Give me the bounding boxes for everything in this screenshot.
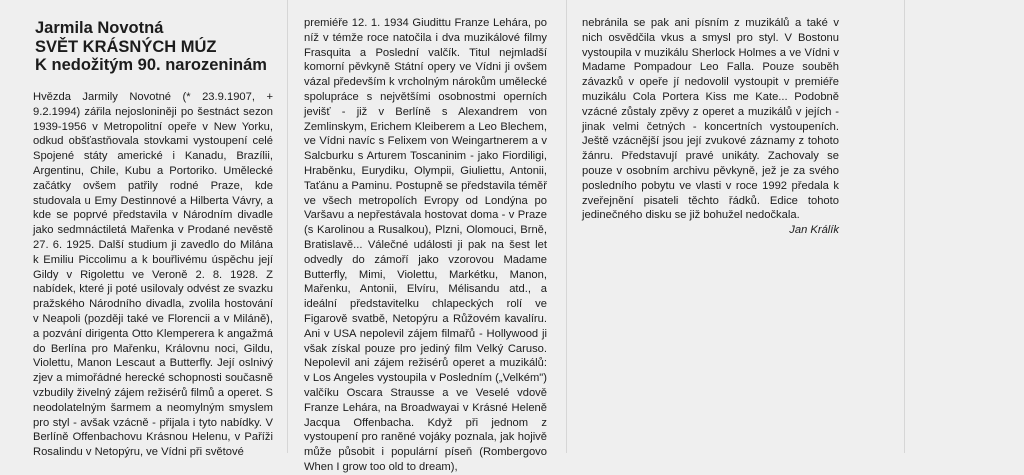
paragraph: nebránila se pak ani písním z muzikálů a také v nich osvědčila vkus a smysl pro styl. V Bostonu vystoupila v muzikálu Sherlock Holmes a ve Vídni v Madame Pompadour Leo Falla. Pouze souběh závazků v opeře jí nedovolil vystoupit v premiéře muzikálu Cola Portera Kiss me Kate... Podobně vzácné zůstaly zpěvy z operet a muzikálů v jejích - jinak velmi četných - koncertních vystoupeních. Ještě vzácnější jsou její zvukové záznamy z tohoto žánru. Představují pravé unikáty. Zachovaly se pouze v osobním archivu pěvkyně, jež je za svého posledního pobytu ve vlasti v roce 1992 předala k zveřejnění pisateli těchto řádků. Edice tohoto jedinečného disku se již bohužel nedočkala. bbox=[582, 17, 839, 222]
fold-line-2 bbox=[566, 0, 567, 453]
fold-line-3 bbox=[904, 0, 905, 453]
text-column-1 bbox=[33, 90, 273, 460]
text-column-3 bbox=[582, 16, 839, 238]
paragraph: premiéře 12. 1. 1934 Giudittu Franze Lehára, po níž v témže roce natočila i dva muzikálové filmy Frasquita a Poslední valčík. Titul nejmladší komorní pěvkyně Státní opery ve Vídni ji ovšem vázal především k vrcholným nárokům umělecké spolupráce s největšími osobnostmi operních jevišť - již v Berlíně s Alexandrem von Zemlinskym, Erichem Kleiberem a Leo Blechem, ve Vídni navíc s Felixem von Weingartnerem a v Salcburku s Arturem Toscaninim - jako Fiordiligi, Hraběnku, Eurydiku, Olympii, Giuliettu, Antonii, Taťánu a Paminu. Postupně se představila téměř ve všech metropolích Evropy od Londýna po Varšavu a nepřestávala hostovat doma - v Praze (s Karolinou a Rusalkou), Plzni, Olomouci, Brně, Bratislavě... Válečné události ji pak na šest let odvedly do zámoří jako vzorovou Madame Butterfly, Mimi, Violettu, Markétku, Manon, Mařenku, Antonii, Elvíru, Mélisandu atd., a ideální představitelku chlapeckých rolí ve Figarově svatbě, Netopýru a Růžovém kavalíru. Ani v USA nepolevil zájem filmařů - Hollywood ji však získal pouze pro jediný film Velký Caruso. Nepolevil ani zájem režisérů operet a muzikálů: v Los Angeles vystoupila v Posledním („Velkém") valčíku Oscara Strausse a ve Veselé vdově Franze Lehára, na Broadwayai v Krásné Heleně Jacqua Offenbacha. Když při jednom z vystoupení pro raněné vojáky poznala, jak hojivě může působit i populární píseň (Rombergovo When I grow too old to dream), bbox=[304, 17, 547, 473]
article-subtitle: K nedožitým 90. narozeninám bbox=[35, 56, 267, 74]
fold-line-1 bbox=[287, 0, 288, 453]
paragraph: Hvězda Jarmily Novotné (* 23.9.1907, + 9.2.1994) zářila nejosloniněji po šestnáct sezon 1939-1956 v Metropolitní opeře v New Yorku, odkud obšťastňovala stovkami vystoupení celé Spojené státy americké i Kanadu, Brazílii, Argentinu, Chile, Kubu a Portoriko. Umělecké začátky ovšem patřily rodné Praze, kde studovala u Emy Destinnové a Hilberta Vávry, a kde se poprvé představila v Národním divadle jako sedmnáctiletá Mařenka v Prodané nevěstě 27. 6. 1925. Další studium ji zavedlo do Milána k Emiliu Piccolimu a k bouřlivému úspěchu její Gildy v Rigolettu ve Veroně 2. 8. 1928. Z nabídek, které ji poté usilovaly odvést ze svazku pražského Národního divadla, zvolila hostování v Neapoli (později také ve Florencii a v Miláně), a pozvání dirigenta Otto Klemperera k angažmá do Berlína pro Mařenku, Královnu noci, Gildu, Violettu, Manon Lescaut a Butterfly. Její oslnivý zjev a mimořádné herecké schopnosti současně vzbudily živelný zájem režisérů filmů a operet. S neodolatelným šarmem a neomylným smyslem pro styl - avšak vzácně - přijala i tyto nabídky. V Berlíně Offenbachovu Krásnou Helenu, v Paříži Rosalindu v Netopýru, ve Vídni při světové bbox=[33, 91, 273, 459]
author-name: Jarmila Novotná bbox=[35, 19, 164, 37]
article-title: SVĚT KRÁSNÝCH MÚZ bbox=[35, 37, 217, 56]
author-signature: Jan Králík bbox=[789, 224, 839, 237]
article-heading bbox=[35, 19, 275, 75]
text-column-2 bbox=[304, 16, 547, 475]
